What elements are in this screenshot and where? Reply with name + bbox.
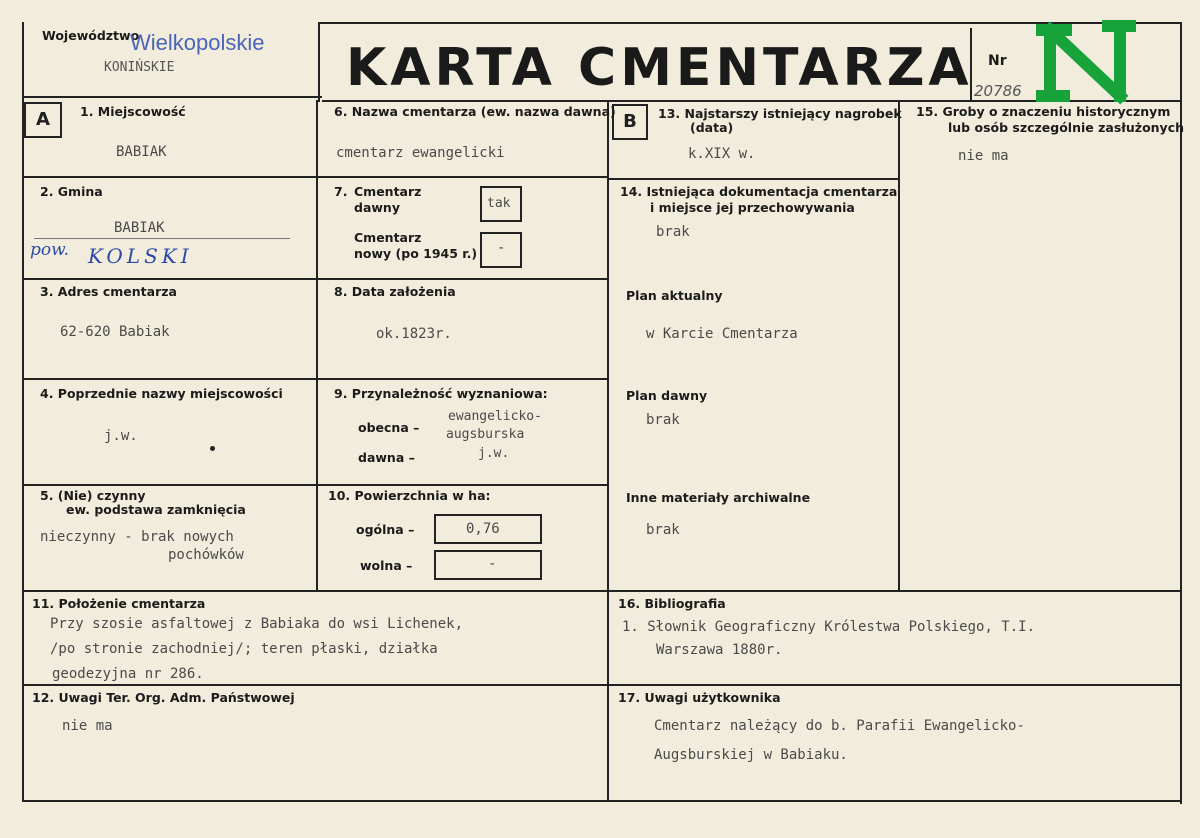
field-12-value: nie ma [62,718,113,734]
field-9-obecna-value-2: augsburska [446,427,525,442]
field-13-label-2: (data) [690,120,734,135]
field-10-ogolna-label: ogólna – [356,522,415,537]
wojewodztwo-label: Województwo [42,28,140,43]
field-9-obecna-value-1: ewangelicko- [448,409,542,424]
inne-label: Inne materiały archiwalne [626,490,811,505]
col-divider-3 [898,100,900,592]
field-17-value-2: Augsburskiej w Babiaku. [654,747,848,763]
plan-dawny-label: Plan dawny [626,388,708,403]
field-16-value-1: 1. Słownik Geograficzny Królestwa Polskiego, T.I. [622,619,1036,635]
row-divider-j [22,590,1182,592]
ink-dot [210,446,215,451]
field-7-dawny-value: tak [487,196,511,211]
row-divider-g [318,378,608,380]
section-a-box: A [24,102,62,138]
field-10-ogolna-value: 0,76 [466,521,500,537]
field-14-label-2: i miejsce jej przechowywania [650,200,855,215]
header-bottom-left [22,96,322,98]
field-8-label: 8. Data założenia [334,284,456,299]
pow-handwritten: pow. [30,240,70,260]
header-divider-1 [318,22,320,102]
field-7-nowy-1: Cmentarz [354,230,422,245]
field-9-dawna-value: j.w. [478,446,510,461]
plan-aktualny-label: Plan aktualny [626,288,723,303]
field-11-value-1: Przy szosie asfaltowej z Babiaka do wsi Lichenek, [50,616,464,632]
row-divider-f [318,278,608,280]
row-divider-k [22,684,1182,686]
field-8-value: ok.1823r. [376,326,452,342]
row-divider-c [22,378,316,380]
plan-dawny-value: brak [646,412,680,428]
field-13-value: k.XIX w. [688,146,756,162]
field-5-label-2: ew. podstawa zamknięcia [66,502,246,517]
field-11-value-3: geodezyjna nr 286. [52,666,204,682]
field-10-wolna-label: wolna – [360,558,413,573]
field-11-label: 11. Położenie cmentarza [32,596,206,611]
field-9-dawna-label: dawna – [358,450,415,465]
field-9-obecna-label: obecna – [358,420,420,435]
field-1-value: BABIAK [116,144,167,160]
field-7-dawny-2: dawny [354,200,400,215]
col-divider-1 [316,100,318,590]
row-divider-b [22,278,316,280]
row-divider-a [22,176,316,178]
field-2-value: BABIAK [114,220,165,236]
field-15-label-2: lub osób szczególnie zasłużonych [948,120,1185,135]
field-10-wolna-value: - [488,556,497,572]
field-14-label-1: 14. Istniejąca dokumentacja cmentarza [620,184,898,199]
field-9-label: 9. Przynależność wyznaniowa: [334,386,548,401]
field-6-value: cmentarz ewangelicki [336,145,505,161]
field-15-label-1: 15. Groby o znaczeniu historycznym [916,104,1171,119]
field-4-value: j.w. [104,428,138,444]
field-16-label: 16. Bibliografia [618,596,726,611]
field-7-nowy-value: - [497,240,506,256]
field-10-label: 10. Powierzchnia w ha: [328,488,491,503]
field-2-label: 2. Gmina [40,184,103,199]
plan-aktualny-value: w Karcie Cmentarza [646,326,798,342]
row-divider-e [318,176,608,178]
field-13-label-1: 13. Najstarszy istniejący nagrobek [658,106,902,121]
field-12-label: 12. Uwagi Ter. Org. Adm. Państwowej [32,690,295,705]
field-7-label: 7. [334,184,348,199]
field-17-value-1: Cmentarz należący do b. Parafii Ewangelicko- [654,718,1025,734]
field-3-label: 3. Adres cmentarza [40,284,177,299]
page-title: KARTA CMENTARZA [346,38,973,98]
pow-value: KOLSKI [88,244,193,268]
col-divider-2 [607,100,609,800]
field-5-label-1: 5. (Nie) czynny [40,488,146,503]
field-11-value-2: /po stronie zachodniej/; teren płaski, działka [50,641,438,657]
field-3-value: 62-620 Babiak [60,324,170,340]
frame-right [1180,22,1182,804]
field-2-underline [34,238,290,239]
field-4-label: 4. Poprzednie nazwy miejscowości [40,386,283,401]
field-6-label: 6. Nazwa cmentarza (ew. nazwa dawna) [334,104,616,119]
field-16-value-2: Warszawa 1880r. [656,642,783,658]
field-17-label: 17. Uwagi użytkownika [618,690,781,705]
field-15-value: nie ma [958,148,1009,164]
field-1-label: 1. Miejscowość [80,104,186,119]
field-14-value: brak [656,224,690,240]
section-b-box: B [612,104,648,140]
row-divider-d [22,484,316,486]
inne-value: brak [646,522,680,538]
field-5-value-1: nieczynny - brak nowych [40,529,234,545]
frame-bottom [22,800,1182,802]
nr-value: 20786 [974,82,1022,100]
wojewodztwo-stamp: Wielkopolskie [130,30,265,55]
row-divider-i [609,178,899,180]
row-divider-h [318,484,608,486]
field-5-value-2: pochówków [168,547,244,563]
nr-label: Nr [988,53,1007,69]
wojewodztwo-old: KONIŃSKIE [104,60,175,75]
green-n-mark [1036,16,1136,106]
field-7-nowy-2: nowy (po 1945 r.) [354,246,478,261]
field-7-dawny-1: Cmentarz [354,184,422,199]
